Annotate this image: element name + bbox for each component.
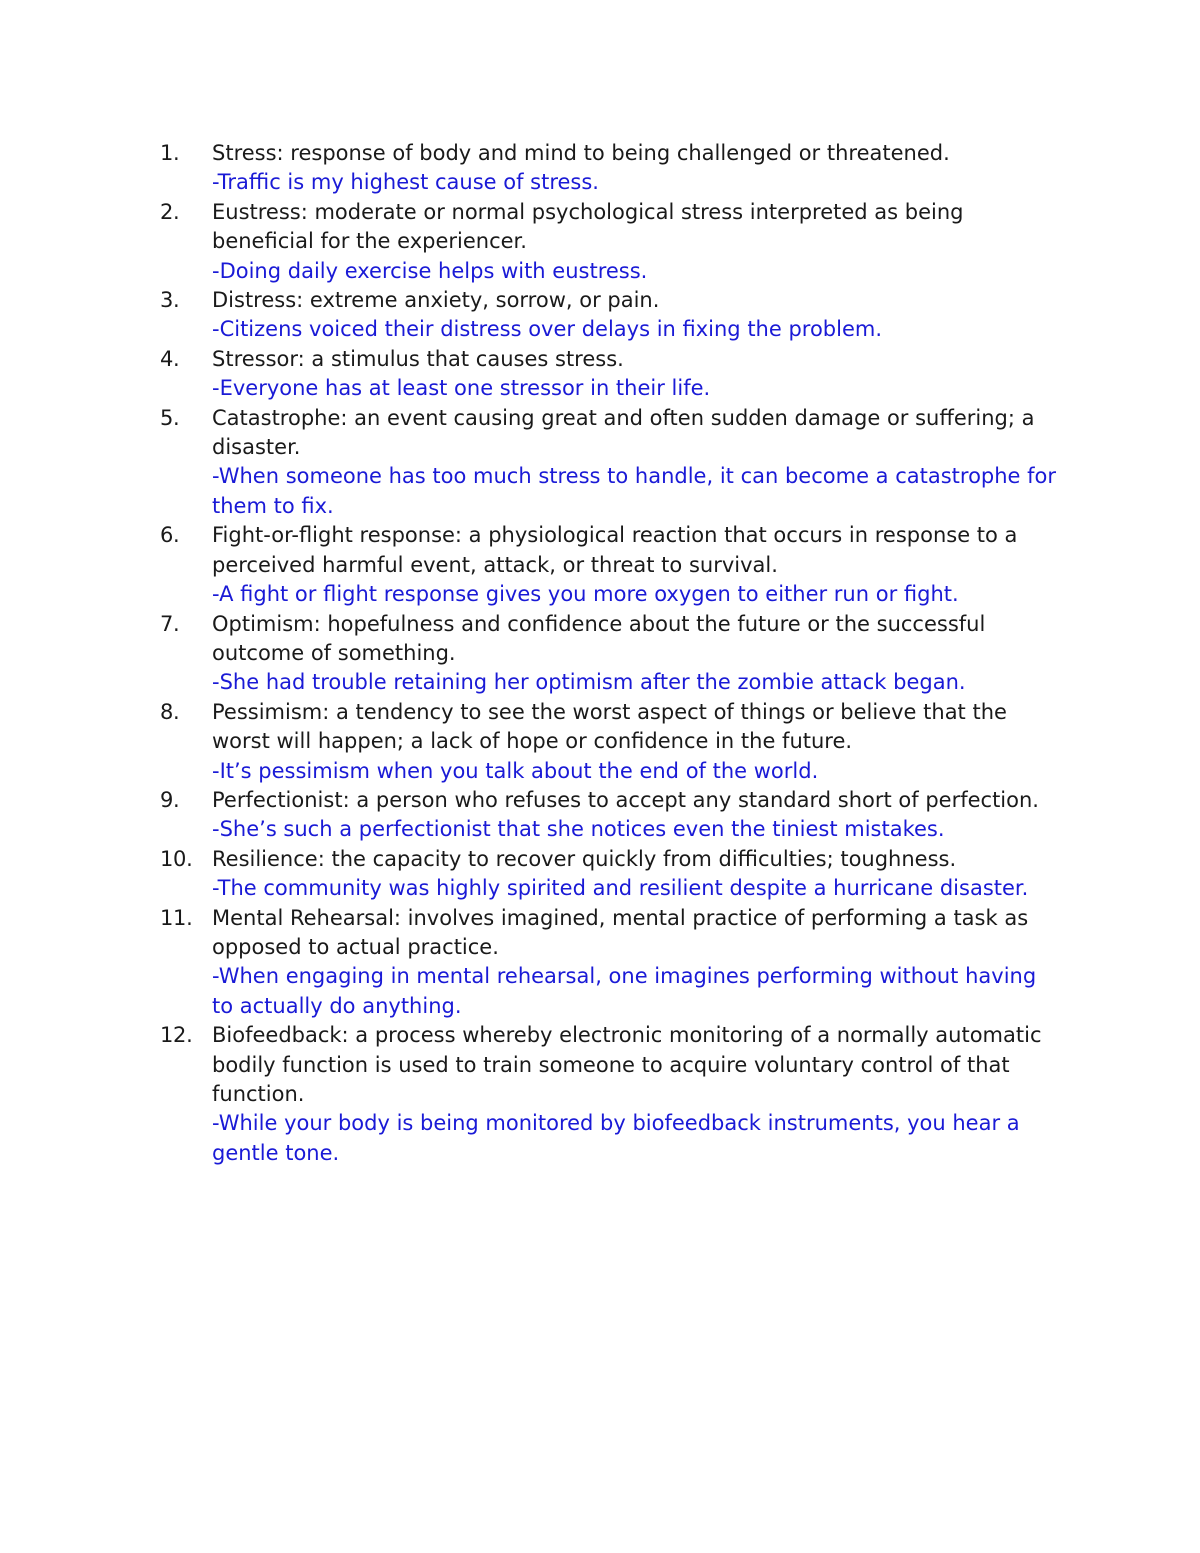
item-definition: Stress: response of body and mind to being challenged or threatened. — [212, 141, 950, 165]
item-definition: Perfectionist: a person who refuses to accept any standard short of perfection. — [212, 787, 1039, 812]
item-body — [212, 198, 1060, 286]
item-body — [212, 521, 1060, 609]
item-body — [212, 286, 1060, 345]
item-example: -When someone has too much stress to handle, it can become a catastrophe for them to fix. — [212, 464, 1057, 518]
list-item — [160, 698, 1060, 786]
item-body — [212, 786, 1060, 845]
item-example: -A fight or flight response gives you more oxygen to either run or fight. — [212, 582, 959, 607]
item-example: -Everyone has at least one stressor in their life. — [212, 376, 711, 401]
item-definition: Biofeedback: a process whereby electronic monitoring of a normally automatic bodily function is used to train someone to acquire voluntary control of that function. — [212, 1023, 1042, 1106]
item-example: -She’s such a perfectionist that she notices even the tiniest mistakes. — [212, 817, 945, 842]
vocabulary-list — [160, 139, 1060, 1168]
item-body — [212, 345, 1060, 404]
item-body — [212, 139, 1060, 198]
list-item — [160, 286, 1060, 345]
item-number: 8. — [160, 699, 180, 724]
item-example: -Doing daily exercise helps with eustress. — [212, 258, 648, 283]
item-definition: Fight-or-flight response: a physiological reaction that occurs in response to a perceived harmful event, attack, or threat to survival. — [212, 523, 1018, 577]
list-item — [160, 786, 1060, 845]
item-example: -While your body is being monitored by biofeedback instruments, you hear a gentle tone. — [212, 1111, 1020, 1165]
item-number: 7. — [160, 611, 180, 636]
list-item — [160, 198, 1060, 286]
item-number: 1. — [160, 141, 180, 165]
item-number: 9. — [160, 787, 180, 812]
item-definition: Resilience: the capacity to recover quickly from difficulties; toughness. — [212, 846, 957, 871]
item-number: 6. — [160, 523, 180, 548]
item-example: -When engaging in mental rehearsal, one imagines performing without having to actually do anything. — [212, 964, 1037, 1018]
item-body — [212, 904, 1060, 1022]
item-definition: Distress: extreme anxiety, sorrow, or pain. — [212, 288, 660, 313]
list-item — [160, 610, 1060, 698]
item-number: 10. — [160, 846, 193, 871]
item-example: -She had trouble retaining her optimism after the zombie attack began. — [212, 670, 966, 695]
item-body — [212, 698, 1060, 786]
item-number: 2. — [160, 199, 180, 224]
item-number: 4. — [160, 346, 180, 371]
item-definition: Catastrophe: an event causing great and often sudden damage or suffering; a disaster. — [212, 405, 1035, 460]
item-example: -It’s pessimism when you talk about the end of the world. — [212, 758, 819, 783]
item-definition: Optimism: hopefulness and confidence about the future or the successful outcome of something. — [212, 611, 986, 665]
list-item — [160, 904, 1060, 1022]
item-example: -Traffic is my highest cause of stress. — [212, 170, 599, 195]
list-item — [160, 404, 1060, 522]
item-number: 11. — [160, 905, 193, 930]
item-example: -The community was highly spirited and resilient despite a hurricane disaster. — [212, 876, 1029, 901]
item-number: 5. — [160, 405, 180, 430]
item-number: 12. — [160, 1023, 193, 1048]
list-item — [160, 345, 1060, 404]
item-example: -Citizens voiced their distress over delays in fixing the problem. — [212, 317, 883, 342]
list-item — [160, 1021, 1060, 1168]
item-body — [212, 845, 1060, 904]
list-item — [160, 845, 1060, 904]
list-item — [160, 139, 1060, 198]
item-body — [212, 404, 1060, 522]
item-number: 3. — [160, 288, 180, 313]
item-definition: Pessimism: a tendency to see the worst aspect of things or believe that the worst will happen; a lack of hope or confidence in the future. — [212, 699, 1007, 754]
item-definition: Mental Rehearsal: involves imagined, mental practice of performing a task as opposed to actual practice. — [212, 905, 1029, 959]
item-definition: Eustress: moderate or normal psychological stress interpreted as being beneficial for the experiencer. — [212, 199, 964, 254]
item-body — [212, 610, 1060, 698]
item-body — [212, 1021, 1060, 1168]
item-definition: Stressor: a stimulus that causes stress. — [212, 346, 624, 371]
list-item — [160, 521, 1060, 609]
